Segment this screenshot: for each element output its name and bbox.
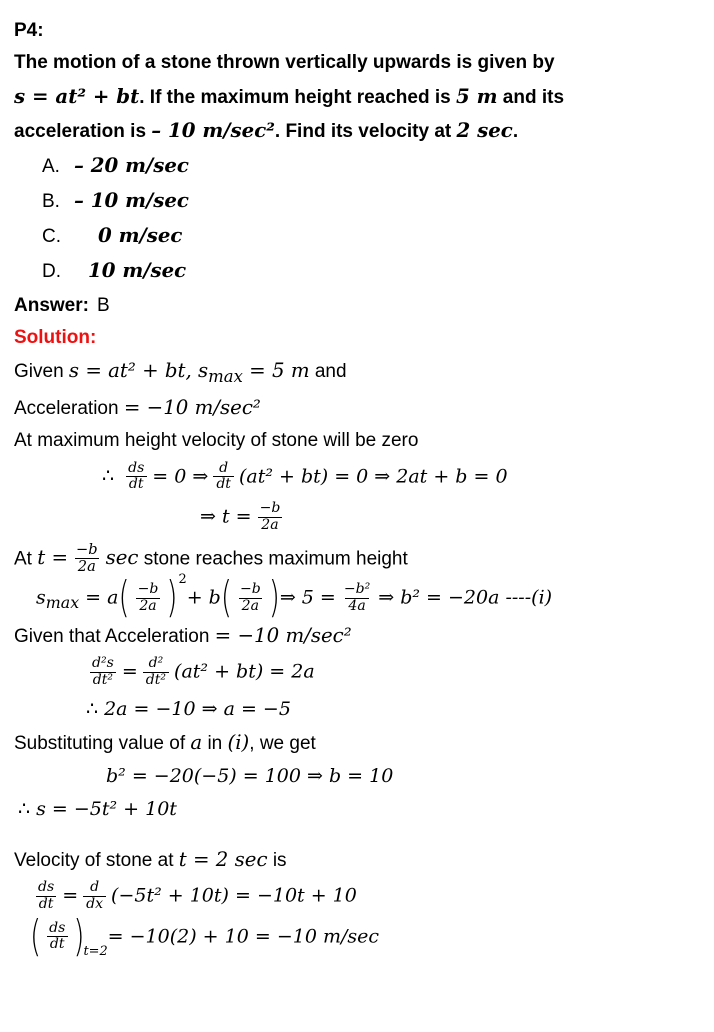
therefore-symbol: ∴ [18,798,31,821]
fraction-denominator: dt [36,896,57,913]
math-segment: = [121,660,138,683]
fraction-denominator: 2a [136,598,159,615]
text-segment: Given [14,360,69,382]
option-row-c [42,222,700,250]
math-segment: b² = −20(−5) = 100 ⇒ b = 10 [106,764,394,787]
fraction [257,501,284,534]
math-segment: s = at² + bt, $s_{max} = 5$ m [68,358,310,386]
math-segment: s [36,586,46,609]
equation-a-value [86,697,700,722]
text-segment: Acceleration [14,397,124,419]
option-label: B. [42,191,60,213]
sol-given-line [14,358,700,388]
fraction-numerator: d² [148,655,164,672]
math-segment: = [62,884,79,907]
math-segment: ⇒ 5 = [279,586,336,609]
close-paren: ) [268,572,280,623]
option-label: C. [42,226,61,248]
math-segment: – 10 m/sec² [151,118,275,143]
math-segment: = 0 ⇒ [152,464,209,487]
equation-second-derivative [84,656,700,689]
open-paren: ( [118,572,130,623]
close-paren: ) [73,910,85,961]
option-value: 10 m/sec [88,258,187,283]
option-value: – 10 m/sec [74,188,189,213]
fraction [237,582,264,615]
math-segment: = −10 m/sec² [123,395,261,419]
answer-value: B [96,294,110,316]
fraction-denominator: dt² [143,672,169,689]
fraction-numerator: d²s [92,655,114,672]
math-segment: = −10 m/sec² [214,623,352,647]
option-row-b [42,187,700,215]
answer-label: Answer: [14,294,89,316]
math-segment: (−5t² + 10t) = −10t + 10 [111,884,357,907]
option-label: A. [42,155,60,177]
problem-text: The motion of a stone thrown vertically upwards is given by [14,52,555,74]
fraction-numerator: ds [49,919,66,936]
fraction-numerator: d [219,459,229,476]
fraction-numerator: −b [259,500,281,517]
answer-line [14,293,700,318]
math-segment: = a [79,586,119,609]
subscript: max [208,366,243,386]
option-row-a [42,152,700,180]
fraction-numerator: −b [137,581,159,598]
text-segment: and [309,360,347,382]
fraction-denominator: 2a [258,517,281,534]
text-segment: At maximum height velocity of stone will be zero [14,430,419,452]
problem-line-2 [14,83,700,110]
problem-line-3 [14,117,700,144]
equation-s-final [18,797,700,822]
fraction [213,461,234,494]
sol-acceleration-line [14,395,700,421]
text-segment: Velocity of stone at [14,849,179,871]
sol-acceleration2-line [14,623,700,649]
math-segment: 5 m [455,83,498,108]
fraction-numerator: ds [128,459,145,476]
equation-b-value [106,764,700,789]
sol-substituting-line [14,730,700,756]
option-value: – 20 m/sec [74,152,189,177]
solution-heading: Solution: [14,327,97,349]
fraction-numerator: −b [76,540,98,558]
text-segment: Substituting value of [14,733,191,755]
problem-id: P4: [14,20,44,41]
math-segment: (at² + bt) = 0 ⇒ 2at + b = 0 [238,464,508,487]
math-segment: (i) [227,731,250,755]
option-value: 0 m/sec [98,223,183,248]
sol-at-time-line [14,542,700,576]
math-segment: s = −5t² + 10t [36,798,177,821]
fraction [125,461,147,494]
fraction-numerator: d [90,879,100,896]
equation-time-max [200,501,700,534]
problem-text: acceleration is [14,121,152,143]
open-paren: ( [220,572,232,623]
math-segment: (at² + bt) = 2a [174,660,315,683]
therefore-symbol: ∴ [102,464,115,487]
subscript: max [45,593,80,613]
fraction-denominator: dt² [90,672,116,689]
fraction [135,582,162,615]
sol-zero-velocity-line [14,428,700,453]
equation-velocity-at-t2 [30,910,700,961]
text-segment: is [267,849,287,871]
subscript-condition: t=2 [83,944,108,960]
problem-line-1 [14,50,700,75]
fraction [46,921,68,954]
math-segment: t = 2 sec [178,847,268,871]
fraction [83,880,106,913]
problem-text: . [512,121,519,143]
option-row-d [42,257,700,285]
open-paren: ( [30,910,42,961]
fraction-numerator: ds [38,879,55,896]
fraction-denominator: dx [83,896,106,913]
text-segment: Given that Acceleration [14,625,215,647]
fraction-denominator: dt [126,476,147,493]
fraction [35,880,57,913]
fraction [73,542,101,576]
problem-text: and its [497,86,565,108]
fraction-denominator: dt [213,476,234,493]
equation-velocity-derivative [30,880,700,913]
problem-text: . Find its velocity at [274,121,457,143]
fraction [341,582,373,615]
therefore-symbol: ∴ [86,697,99,720]
math-segment: ⇒ b² = −20a ---- [378,586,532,609]
text-segment: in [202,733,228,755]
exponent: 2 [178,571,187,587]
math-segment: 2 sec [456,118,513,143]
math-segment: ⇒ t = [200,505,252,528]
equation-smax [36,571,700,623]
fraction-numerator: −b² [343,581,371,598]
fraction-denominator: 2a [239,598,262,615]
math-segment: a [190,731,203,755]
close-paren: ) [166,572,178,623]
math-segment: s = at² + bt [14,83,140,108]
text-segment: stone reaches maximum height [138,547,408,569]
equation-derivative-zero [102,461,700,494]
fraction-denominator: dt [47,936,68,953]
math-segment: = −10(2) + 10 = −10 m/sec [107,924,380,947]
math-segment: t = $\frac{-b}{2a}$ sec [37,540,139,575]
text-segment: , we get [249,733,316,755]
fraction [143,656,169,689]
fraction-numerator: −b [239,581,261,598]
fraction [89,656,117,689]
equation-reference: (i) [531,586,553,609]
sol-velocity-line [14,847,700,873]
fraction-denominator: 2a [75,558,99,575]
text-segment: At [14,547,38,569]
option-label: D. [42,261,61,283]
options-list [14,152,700,286]
math-segment: + b [186,586,221,609]
fraction-denominator: 4a [345,598,368,615]
problem-text: . If the maximum height reached is [139,86,456,108]
math-segment: 2a = −10 ⇒ a = −5 [104,697,291,720]
